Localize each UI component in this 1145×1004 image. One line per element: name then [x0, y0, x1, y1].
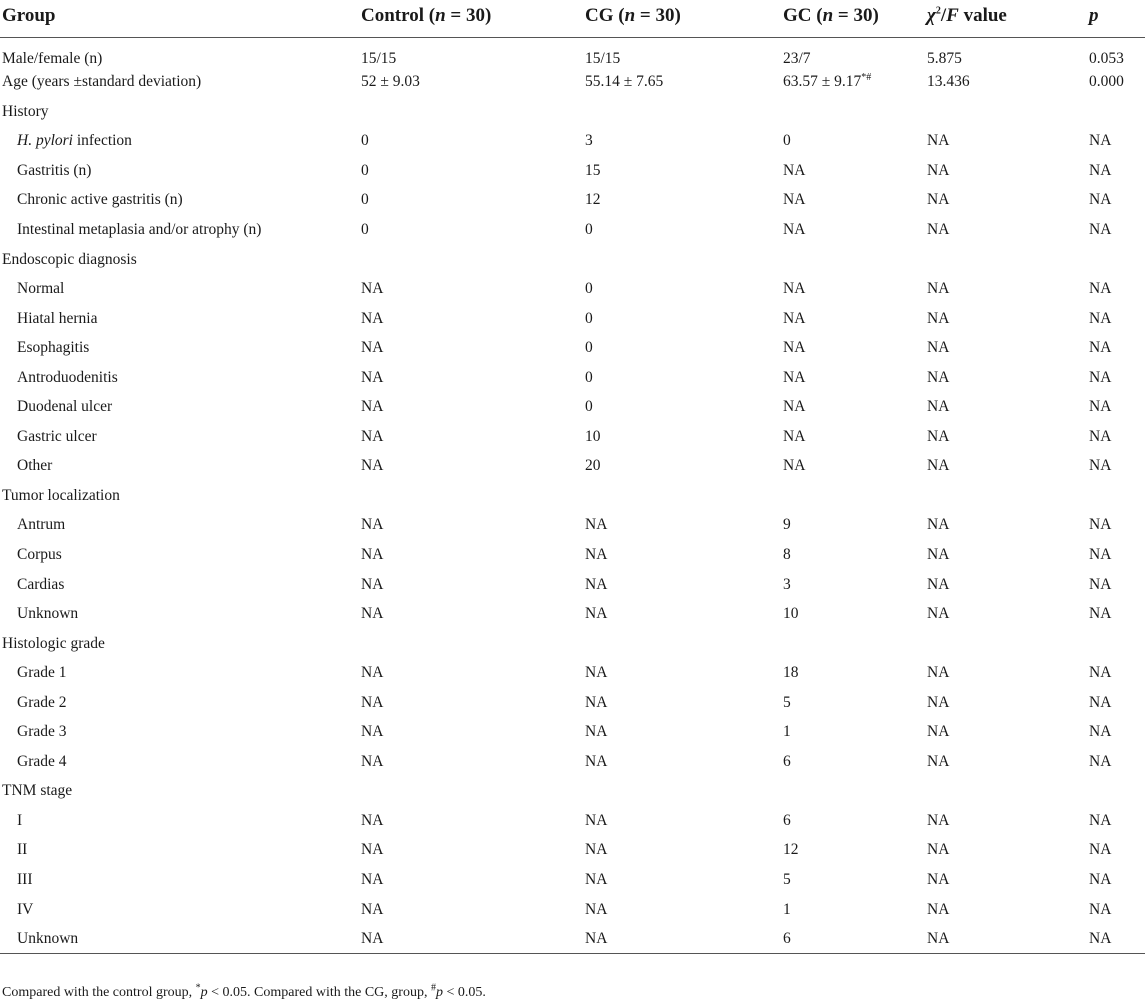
cell-cg: NA [585, 575, 608, 593]
cell-gc: NA [783, 280, 806, 298]
cell-gc: NA [783, 427, 806, 445]
row-label: IV [17, 900, 34, 918]
table-row [0, 540, 1145, 570]
header-control: Control (n = 30) [361, 0, 585, 37]
row-label: Hiatal hernia [17, 309, 98, 327]
cell-cg: 10 [585, 427, 601, 445]
cell-stat: NA [927, 723, 950, 741]
cell-stat: NA [927, 516, 950, 534]
cell-stat: NA [927, 871, 950, 889]
header-row [0, 0, 1145, 37]
cell-control: NA [361, 457, 384, 475]
cell-gc: 18 [783, 664, 799, 682]
cell-gc: 1 [783, 900, 791, 918]
table-row [0, 836, 1145, 866]
cell-p: 0.000 [1089, 73, 1124, 91]
cell-control: NA [361, 664, 384, 682]
cell-gc: 3 [783, 575, 791, 593]
cell-stat: NA [927, 575, 950, 593]
cell-p: NA [1089, 723, 1112, 741]
cell-p: NA [1089, 368, 1112, 386]
cell-gc: NA [783, 368, 806, 386]
row-label: II [17, 841, 28, 859]
cell-control: NA [361, 339, 384, 357]
cell-cg: NA [585, 871, 608, 889]
cell-cg: NA [585, 664, 608, 682]
cell-control: 0 [361, 132, 369, 150]
cell-stat: NA [927, 427, 950, 445]
cell-control: 15/15 [361, 49, 397, 67]
row-label: Cardias [17, 575, 65, 593]
cell-p: NA [1089, 693, 1112, 711]
cell-gc: 8 [783, 546, 791, 564]
cell-p: NA [1089, 575, 1112, 593]
cell-control: NA [361, 575, 384, 593]
cell-p: NA [1089, 929, 1112, 947]
cell-control: NA [361, 368, 384, 386]
cell-p: NA [1089, 871, 1112, 889]
table-row [0, 393, 1145, 423]
header-chi-f-value: $\chi^2/F$ value [927, 0, 1089, 37]
cell-control: NA [361, 605, 384, 623]
cell-gc: 5 [783, 871, 791, 889]
cell-p: NA [1089, 132, 1112, 150]
cell-control: NA [361, 693, 384, 711]
cell-control: NA [361, 516, 384, 534]
section-row [0, 481, 1145, 511]
cell-gc: NA [783, 221, 806, 238]
cell-cg: NA [585, 723, 608, 741]
header-gc: GC (n = 30) [783, 0, 927, 37]
section-row [0, 245, 1145, 275]
cell-cg: NA [585, 811, 608, 829]
cell-cg: 15 [585, 161, 601, 179]
cell-stat: NA [927, 693, 950, 711]
cell-p: NA [1089, 841, 1112, 859]
cell-gc: 9 [783, 516, 791, 534]
cell-control: NA [361, 841, 384, 859]
cell-cg: NA [585, 841, 608, 859]
cell-control: 52 ± 9.03 [361, 73, 420, 91]
section-label: Tumor localization [2, 486, 120, 504]
cell-control: NA [361, 546, 384, 564]
cell-stat: NA [927, 161, 950, 179]
table-footnote: Compared with the control group, *p < 0.05. Compared with the CG, group, #p < 0.05. [2, 982, 486, 1000]
cell-stat: NA [927, 457, 950, 475]
table-row [0, 186, 1145, 216]
cell-gc: NA [783, 398, 806, 416]
cell-stat: NA [927, 811, 950, 829]
cell-control: 0 [361, 161, 369, 179]
section-label: Histologic grade [2, 634, 105, 652]
cell-p: NA [1089, 900, 1112, 918]
cell-gc: 6 [783, 929, 791, 947]
table-row [0, 570, 1145, 600]
cell-cg: 0 [585, 398, 593, 416]
row-label: Intestinal metaplasia and/or atrophy (n) [17, 221, 262, 238]
cell-stat: NA [927, 664, 950, 682]
cell-gc: 10 [783, 605, 799, 623]
cell-gc: 1 [783, 723, 791, 741]
row-label: Antroduodenitis [17, 368, 118, 386]
cell-control: NA [361, 929, 384, 947]
cell-control: 0 [361, 221, 369, 238]
cell-cg: NA [585, 752, 608, 770]
section-row [0, 777, 1145, 807]
cell-p: NA [1089, 309, 1112, 327]
table-row [0, 156, 1145, 186]
cell-control: NA [361, 871, 384, 889]
cell-stat: NA [927, 368, 950, 386]
row-label: Normal [17, 280, 65, 298]
cell-p: NA [1089, 752, 1112, 770]
cell-cg: 0 [585, 309, 593, 327]
header-p: p [1089, 0, 1145, 37]
row-label: Chronic active gastritis (n) [17, 191, 183, 209]
cell-p: NA [1089, 605, 1112, 623]
cell-control: NA [361, 752, 384, 770]
cell-gc: NA [783, 161, 806, 179]
cell-stat: NA [927, 752, 950, 770]
cell-cg: 0 [585, 280, 593, 298]
cell-stat: NA [927, 339, 950, 357]
table-row [0, 865, 1145, 895]
cell-cg: 0 [585, 368, 593, 386]
cell-cg: 3 [585, 132, 593, 150]
cell-stat: 5.875 [927, 49, 962, 67]
section-label: TNM stage [2, 782, 73, 800]
cell-stat: NA [927, 309, 950, 327]
significance-marks: *# [861, 72, 872, 84]
cell-cg: 15/15 [585, 49, 621, 67]
cell-cg: 0 [585, 339, 593, 357]
cell-stat: 13.436 [927, 73, 970, 91]
table-row [0, 806, 1145, 836]
cell-gc: 23/7 [783, 49, 811, 67]
cell-control: NA [361, 723, 384, 741]
row-label: Duodenal ulcer [17, 398, 113, 416]
cell-p: NA [1089, 427, 1112, 445]
cell-cg: NA [585, 900, 608, 918]
cell-p: NA [1089, 546, 1112, 564]
cell-control: NA [361, 398, 384, 416]
cell-stat: NA [927, 280, 950, 298]
row-label: Gastritis (n) [17, 161, 92, 179]
cell-gc: 5 [783, 693, 791, 711]
table-row [0, 511, 1145, 541]
cell-p: NA [1089, 516, 1112, 534]
cell-p: 0.053 [1089, 49, 1124, 67]
cell-control: NA [361, 280, 384, 298]
row-label: III [17, 871, 33, 889]
cell-p: NA [1089, 664, 1112, 682]
row-label: Age (years ±standard deviation) [2, 73, 202, 91]
cell-p: NA [1089, 221, 1112, 238]
cell-gc: NA [783, 457, 806, 475]
cell-cg: NA [585, 605, 608, 623]
table-row [0, 274, 1145, 304]
cell-p: NA [1089, 457, 1112, 475]
cell-stat: NA [927, 546, 950, 564]
header-cg: CG (n = 30) [585, 0, 783, 37]
table-row [0, 215, 1145, 245]
row-label: Gastric ulcer [17, 427, 97, 445]
cell-p: NA [1089, 161, 1112, 179]
cell-gc: NA [783, 309, 806, 327]
table-row [0, 688, 1145, 718]
cell-stat: NA [927, 605, 950, 623]
row-label: Grade 4 [17, 752, 67, 770]
row-label: Esophagitis [17, 339, 90, 357]
table-row [0, 333, 1145, 363]
cell-p: NA [1089, 811, 1112, 829]
table-row [0, 304, 1145, 334]
row-label: Other [17, 457, 53, 475]
row-label: Unknown [17, 929, 79, 947]
table-row [0, 452, 1145, 482]
cell-stat: NA [927, 900, 950, 918]
cell-cg: 0 [585, 221, 593, 238]
cell-stat: NA [927, 841, 950, 859]
cell-gc: 6 [783, 752, 791, 770]
cell-cg: NA [585, 546, 608, 564]
cell-p: NA [1089, 191, 1112, 209]
row-label: Grade 3 [17, 723, 67, 741]
cell-gc: 63.57 ± 9.17*# [783, 72, 872, 91]
cell-p: NA [1089, 280, 1112, 298]
cell-stat: NA [927, 191, 950, 209]
cell-cg: 20 [585, 457, 601, 475]
table-row [0, 895, 1145, 925]
table-row [0, 718, 1145, 748]
table-row [0, 37, 1145, 68]
row-label: Corpus [17, 546, 62, 564]
row-label: Unknown [17, 605, 79, 623]
cell-stat: NA [927, 929, 950, 947]
row-label: Grade 2 [17, 693, 67, 711]
cell-control: NA [361, 811, 384, 829]
cell-cg: NA [585, 516, 608, 534]
cell-gc: 6 [783, 811, 791, 829]
cell-stat: NA [927, 221, 950, 238]
cell-p: NA [1089, 398, 1112, 416]
row-label: Antrum [17, 516, 66, 534]
table-row [0, 599, 1145, 629]
cell-stat: NA [927, 132, 950, 150]
row-label: Male/female (n) [2, 49, 103, 67]
row-label: Grade 1 [17, 664, 67, 682]
table-row [0, 658, 1145, 688]
table-row [0, 422, 1145, 452]
cell-control: NA [361, 427, 384, 445]
section-row [0, 97, 1145, 127]
cell-control: NA [361, 309, 384, 327]
table-row [0, 127, 1145, 157]
section-label: Endoscopic diagnosis [2, 250, 137, 268]
cell-control: 0 [361, 191, 369, 209]
cell-stat: NA [927, 398, 950, 416]
table-row [0, 924, 1145, 954]
table-row [0, 68, 1145, 98]
cell-cg: 55.14 ± 7.65 [585, 73, 664, 91]
cell-cg: NA [585, 929, 608, 947]
cell-gc: 0 [783, 132, 791, 150]
table-row [0, 747, 1145, 777]
cell-gc: NA [783, 339, 806, 357]
row-label: I [17, 811, 23, 829]
table-row [0, 363, 1145, 393]
cell-cg: NA [585, 693, 608, 711]
cell-p: NA [1089, 339, 1112, 357]
cell-gc: NA [783, 191, 806, 209]
row-label: H. pylori infection [17, 132, 132, 150]
cell-gc: 12 [783, 841, 799, 859]
cell-cg: 12 [585, 191, 601, 209]
header-group: Group [0, 0, 361, 37]
section-label: History [2, 102, 49, 120]
cell-control: NA [361, 900, 384, 918]
section-row [0, 629, 1145, 659]
